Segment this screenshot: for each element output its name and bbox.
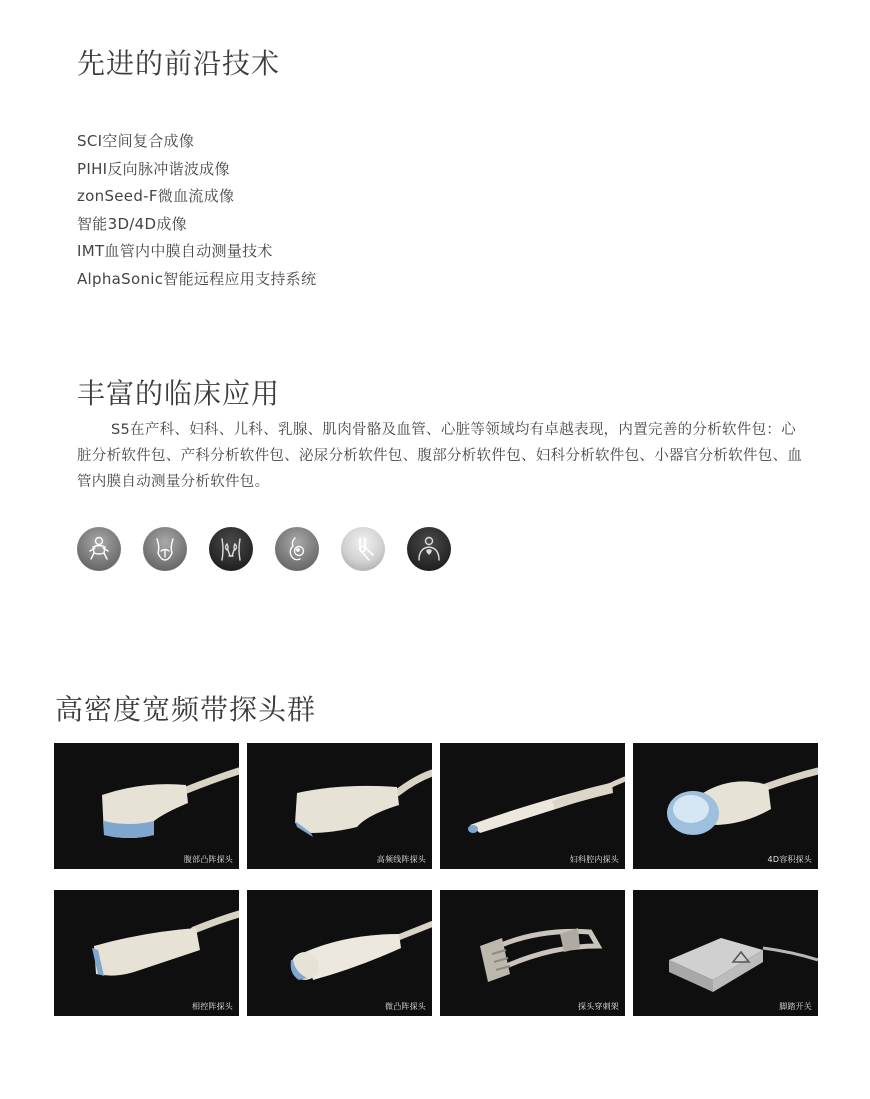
technology-item: 智能3D/4D成像: [77, 214, 187, 233]
microconvex-probe-image: [247, 890, 432, 1016]
technology-list: [77, 128, 316, 293]
probe-card-footswitch: [633, 890, 818, 1016]
probe-caption: 高频线阵探头: [376, 855, 426, 864]
clinical-icons: [77, 527, 451, 571]
probe-caption: 微凸阵探头: [385, 1002, 426, 1011]
section-title-probes: 高密度宽频带探头群: [55, 693, 317, 726]
probe-card-endocavity: [440, 743, 625, 869]
probe-card-convex: [54, 743, 239, 869]
technology-item: AlphaSonic智能远程应用支持系统: [77, 269, 317, 288]
urology-icon: [209, 527, 253, 571]
clinical-description: S5在产科、妇科、儿科、乳腺、肌肉骨骼及血管、心脏等领域均有卓越表现，内置完善的分析软件包：心脏分析软件包、产科分析软件包、泌尿分析软件包、腹部分析软件包、妇科分析软件包、小器官分析软件包、血管内膜自动测量分析软件包。: [77, 422, 803, 490]
pediatric-icon: [77, 527, 121, 571]
phased-probe-image: [54, 890, 239, 1016]
probe-caption: 探头穿刺架: [578, 1002, 619, 1011]
probe-grid: [54, 743, 818, 1016]
technology-item: zonSeed-F微血流成像: [77, 187, 235, 205]
endocavity-probe-image: [440, 743, 625, 869]
footswitch-image: [633, 890, 818, 1016]
biopsy-bracket-image: [440, 890, 625, 1016]
probe-caption: 相控阵探头: [192, 1002, 233, 1011]
convex-probe-image: [54, 743, 239, 869]
volume-probe-image: [633, 743, 818, 869]
probe-caption: 脚踏开关: [779, 1002, 812, 1011]
probe-card-volume: [633, 743, 818, 869]
gynecology-icon: [143, 527, 187, 571]
cardiology-icon: [407, 527, 451, 571]
probe-caption: 妇科腔内探头: [569, 855, 619, 864]
obstetrics-icon: [275, 527, 319, 571]
musculoskeletal-icon: [341, 527, 385, 571]
probe-card-linear: [247, 743, 432, 869]
probe-caption: 4D容积探头: [767, 855, 812, 864]
probe-card-biopsy: [440, 890, 625, 1016]
technology-item: IMT血管内中膜自动测量技术: [77, 242, 273, 260]
section-title-technology: 先进的前沿技术: [77, 47, 281, 80]
probe-card-phased: [54, 890, 239, 1016]
technology-item: PIHI反向脉冲谐波成像: [77, 159, 230, 178]
probe-card-microconvex: [247, 890, 432, 1016]
section-title-clinical: 丰富的临床应用: [77, 377, 281, 410]
technology-item: SCI空间复合成像: [77, 132, 195, 150]
linear-probe-image: [247, 743, 432, 869]
probe-caption: 腹部凸阵探头: [183, 855, 233, 864]
